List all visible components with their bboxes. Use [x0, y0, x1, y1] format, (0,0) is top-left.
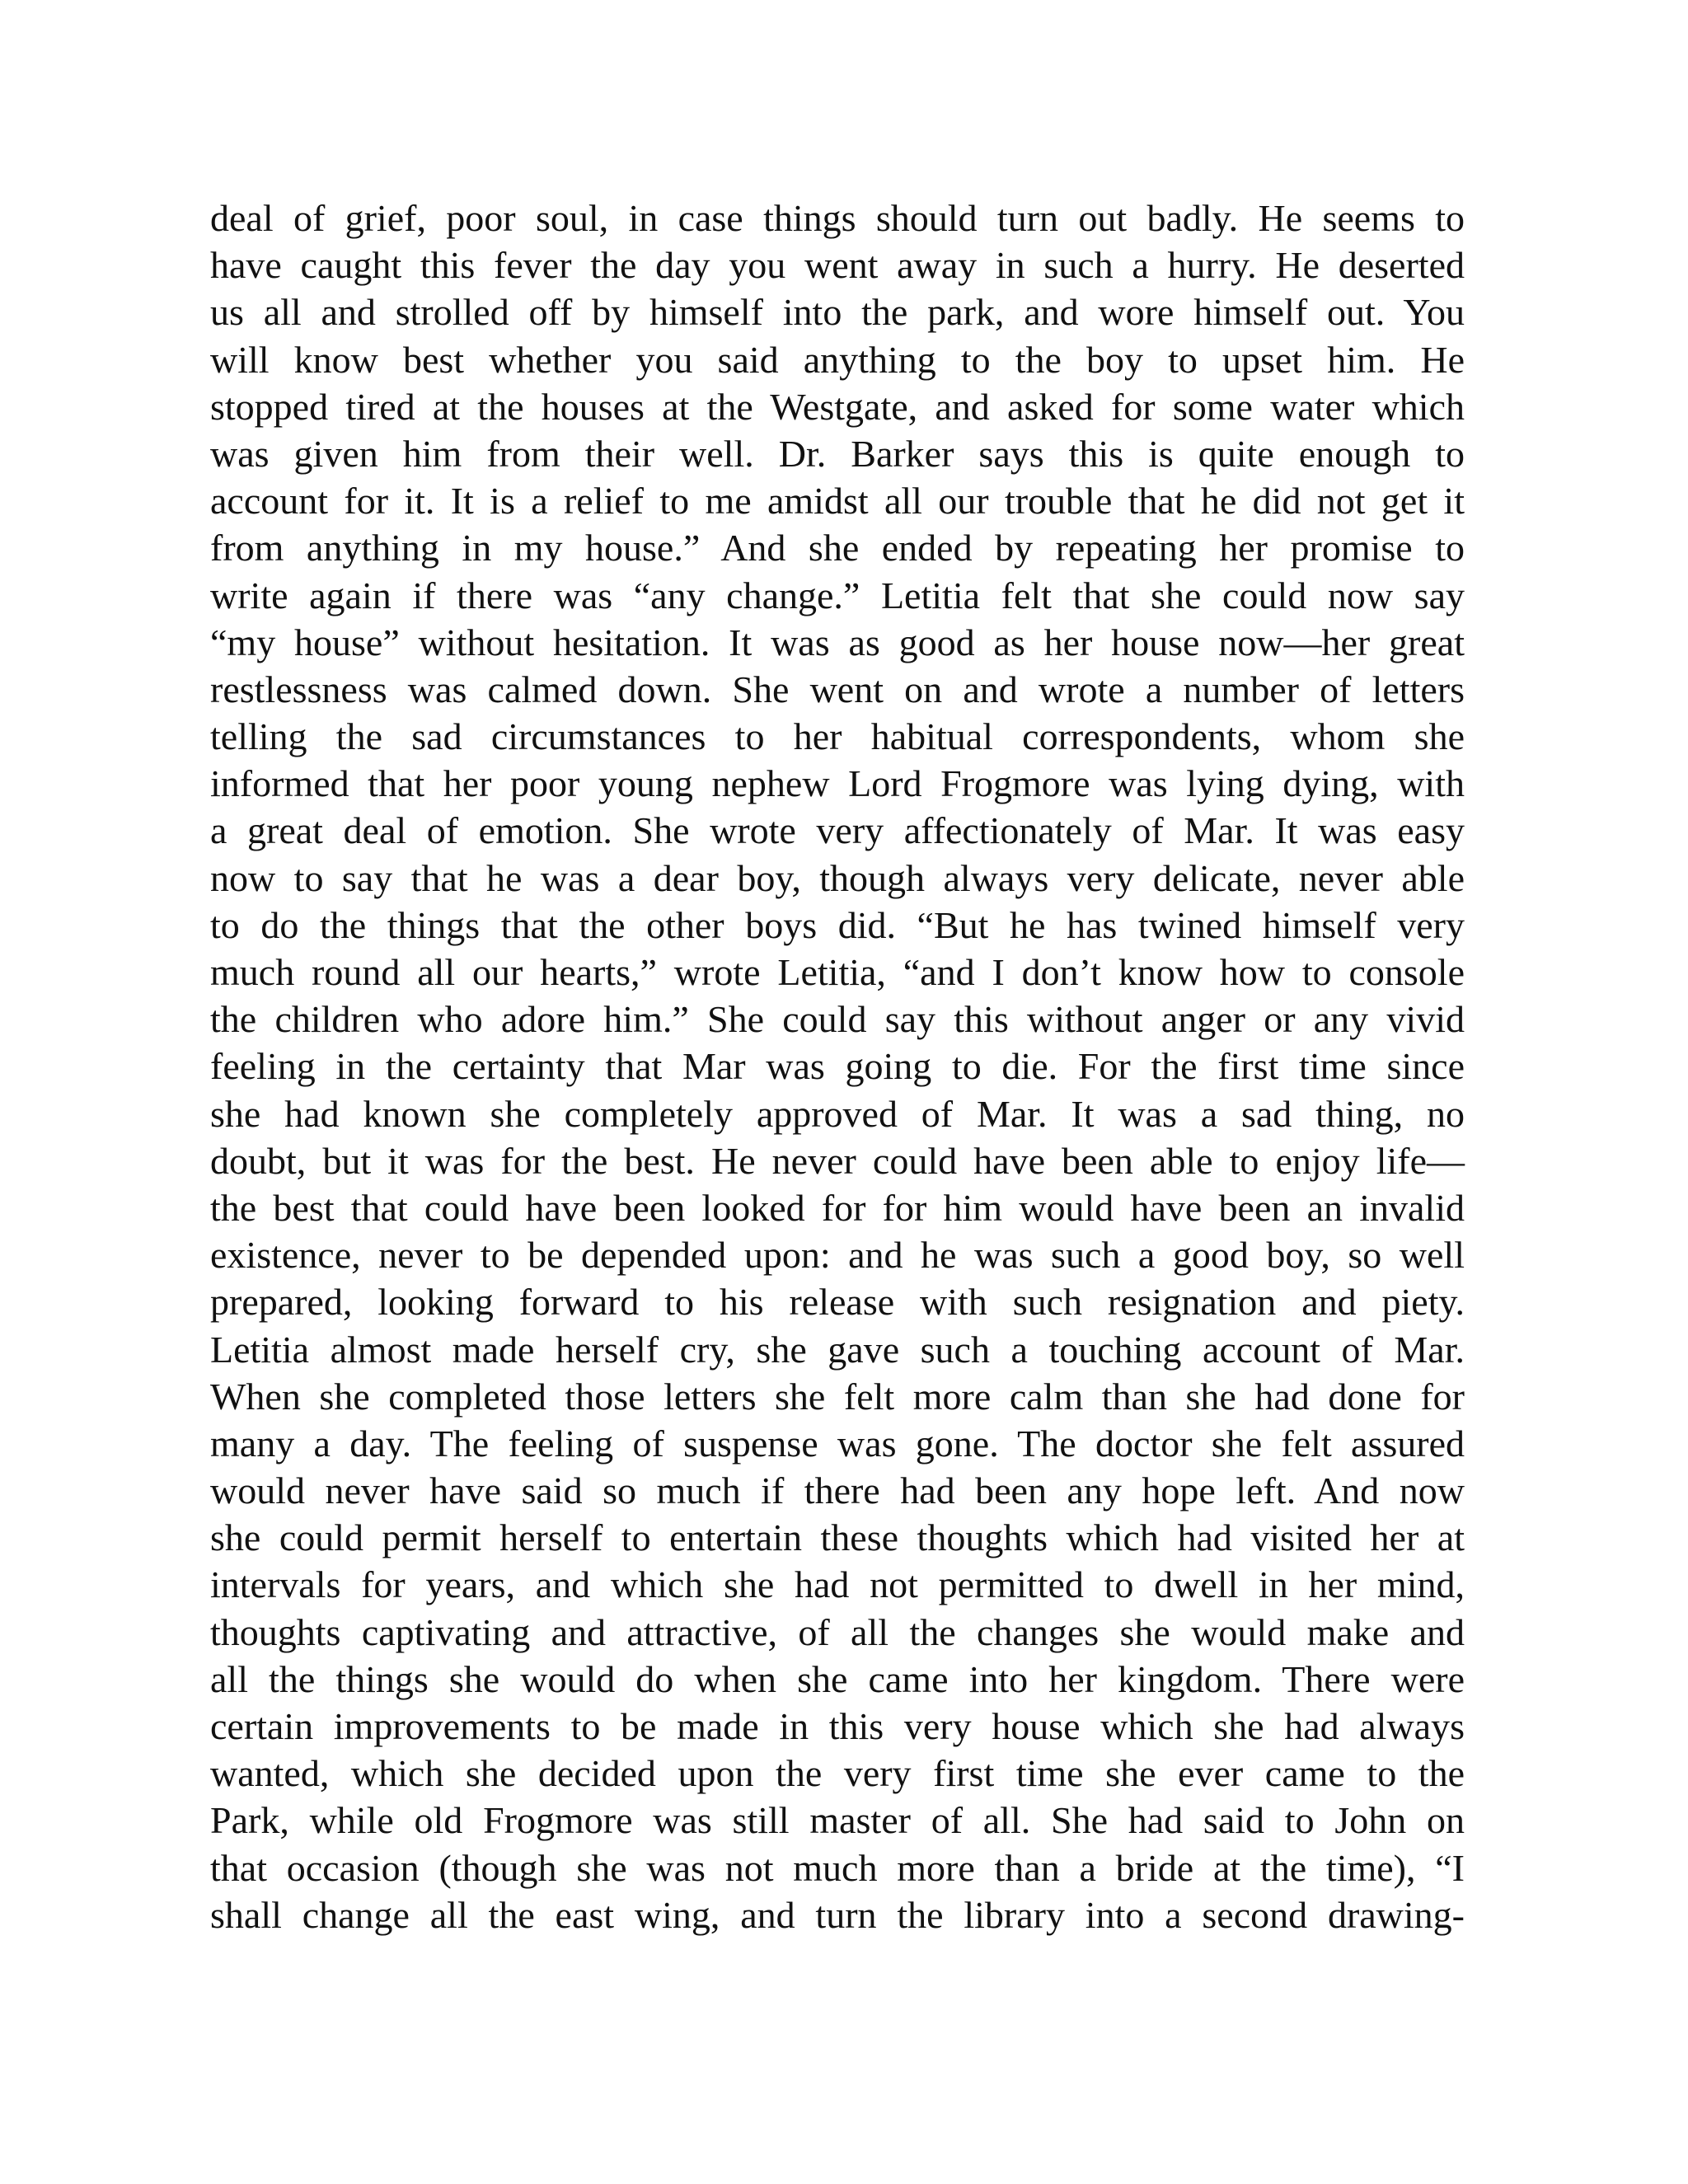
text-line: now to say that he was a dear boy, though always very delicate, never able [210, 856, 1465, 899]
text-line: account for it. It is a relief to me amidst all our trouble that he did not get it [210, 480, 1465, 523]
text-line: intervals for years, and which she had not permitted to dwell in her mind, [210, 1563, 1465, 1606]
text-line: all the things she would do when she came into her kingdom. There were [210, 1657, 1465, 1700]
text-line: much round all our hearts,” wrote Letitia, “and I don’t know how to console [210, 951, 1465, 993]
text-line: she could permit herself to entertain these thoughts which had visited her at [210, 1516, 1465, 1559]
text-line: that occasion (though she was not much more than a bride at the time), “I [210, 1846, 1465, 1889]
text-line: existence, never to be depended upon: and he was such a good boy, so well [210, 1234, 1465, 1277]
text-line: wanted, which she decided upon the very first time she ever came to the [210, 1752, 1465, 1795]
text-line: the children who adore him.” She could say this without anger or any vivid [210, 998, 1465, 1041]
body-text [210, 194, 1465, 1938]
text-line: a great deal of emotion. She wrote very affectionately of Mar. It was easy [210, 809, 1465, 852]
text-line: “my house” without hesitation. It was as good as her house now—her great [210, 621, 1465, 663]
text-line: will know best whether you said anything to the boy to upset him. He [210, 338, 1465, 381]
text-line: shall change all the east wing, and turn the library into a second drawing- [210, 1893, 1465, 1936]
text-line: feeling in the certainty that Mar was going to die. For the first time since [210, 1045, 1465, 1088]
text-line: she had known she completely approved of Mar. It was a sad thing, no [210, 1092, 1465, 1135]
text-line: write again if there was “any change.” Letitia felt that she could now say [210, 574, 1465, 616]
text-line: many a day. The feeling of suspense was gone. The doctor she felt assured [210, 1422, 1465, 1465]
text-line: was given him from their well. Dr. Barker says this is quite enough to [210, 432, 1465, 475]
text-line: telling the sad circumstances to her habitual correspondents, whom she [210, 715, 1465, 758]
text-line: have caught this fever the day you went away in such a hurry. He deserted [210, 244, 1465, 287]
text-line: restlessness was calmed down. She went on and wrote a number of letters [210, 668, 1465, 710]
text-line: us all and strolled off by himself into the park, and wore himself out. You [210, 291, 1465, 334]
text-line: would never have said so much if there had been any hope left. And now [210, 1469, 1465, 1512]
text-line: prepared, looking forward to his release with such resignation and piety. [210, 1281, 1465, 1324]
text-line: the best that could have been looked for for him would have been an invalid [210, 1186, 1465, 1229]
text-line: Letitia almost made herself cry, she gave such a touching account of Mar. [210, 1328, 1465, 1371]
text-line: stopped tired at the houses at the Westgate, and asked for some water which [210, 385, 1465, 428]
text-line: informed that her poor young nephew Lord Frogmore was lying dying, with [210, 762, 1465, 805]
text-line: to do the things that the other boys did. “But he has twined himself very [210, 903, 1465, 946]
text-line: doubt, but it was for the best. He never could have been able to enjoy life— [210, 1139, 1465, 1182]
text-line: certain improvements to be made in this very house which she had always [210, 1705, 1465, 1747]
text-line: from anything in my house.” And she ended by repeating her promise to [210, 527, 1465, 569]
text-line: deal of grief, poor soul, in case things should turn out badly. He seems to [210, 197, 1465, 239]
text-line: Park, while old Frogmore was still master of all. She had said to John on [210, 1799, 1465, 1842]
text-line: thoughts captivating and attractive, of all the changes she would make and [210, 1610, 1465, 1653]
text-line: When she completed those letters she felt more calm than she had done for [210, 1375, 1465, 1418]
